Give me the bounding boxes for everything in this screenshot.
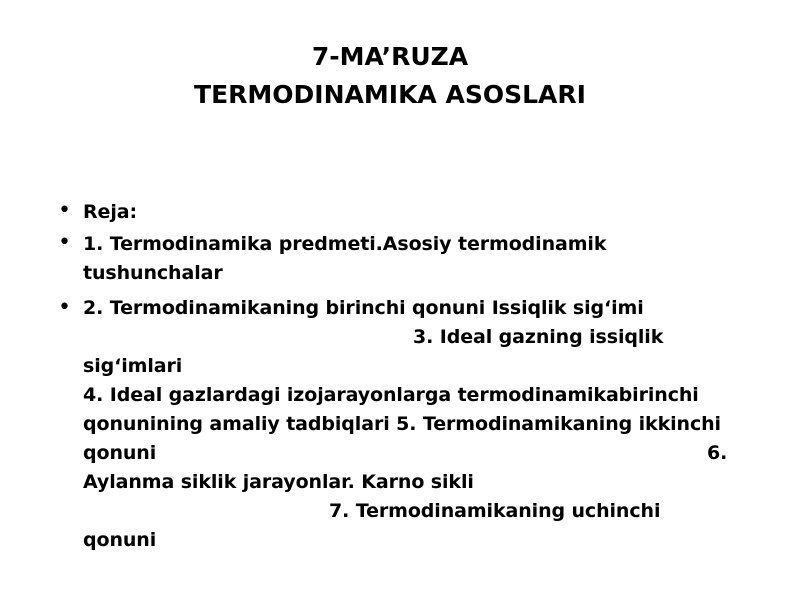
list-item-line: Reja: bbox=[83, 201, 137, 223]
title-line-1: 7-MA’RUZA bbox=[311, 42, 469, 71]
list-item-line: qonuni bbox=[83, 442, 157, 464]
list-item-line: Aylanma siklik jarayonlar. Karno sikli bbox=[83, 471, 474, 493]
list-item-line: 7. Termodinamikaning uchinchi bbox=[329, 500, 661, 522]
list-item-line: 1. Termodinamika predmeti.Asosiy termodinamik bbox=[83, 233, 607, 255]
list-item-2-to-7 bbox=[83, 294, 728, 555]
bullet-marker: • bbox=[58, 198, 71, 223]
bullet-marker: • bbox=[58, 295, 71, 320]
title-line-2: TERMODINAMIKA ASOSLARI bbox=[194, 80, 586, 109]
list-item-line: 3. Ideal gazning issiqlik bbox=[413, 326, 664, 348]
list-item-line: qonunining amaliy tadbiqlari 5. Termodinamikaning ikkinchi bbox=[83, 413, 721, 435]
list-item-line: sig‘imlari bbox=[83, 355, 183, 377]
list-item-line: tushunchalar bbox=[83, 262, 223, 284]
list-item-1 bbox=[83, 230, 606, 288]
bullet-marker: • bbox=[58, 230, 71, 255]
list-item-line: 2. Termodinamikaning birinchi qonuni Issiqlik sig‘imi bbox=[83, 297, 644, 319]
list-item-line: 4. Ideal gazlardagi izojarayonlarga termodinamikabirinchi bbox=[83, 384, 699, 406]
list-item-line-group bbox=[83, 439, 728, 468]
list-item-line: 6. bbox=[707, 442, 728, 464]
list-item-line: qonuni bbox=[83, 529, 157, 551]
slide-title bbox=[80, 38, 700, 114]
list-item-reja bbox=[83, 198, 137, 227]
